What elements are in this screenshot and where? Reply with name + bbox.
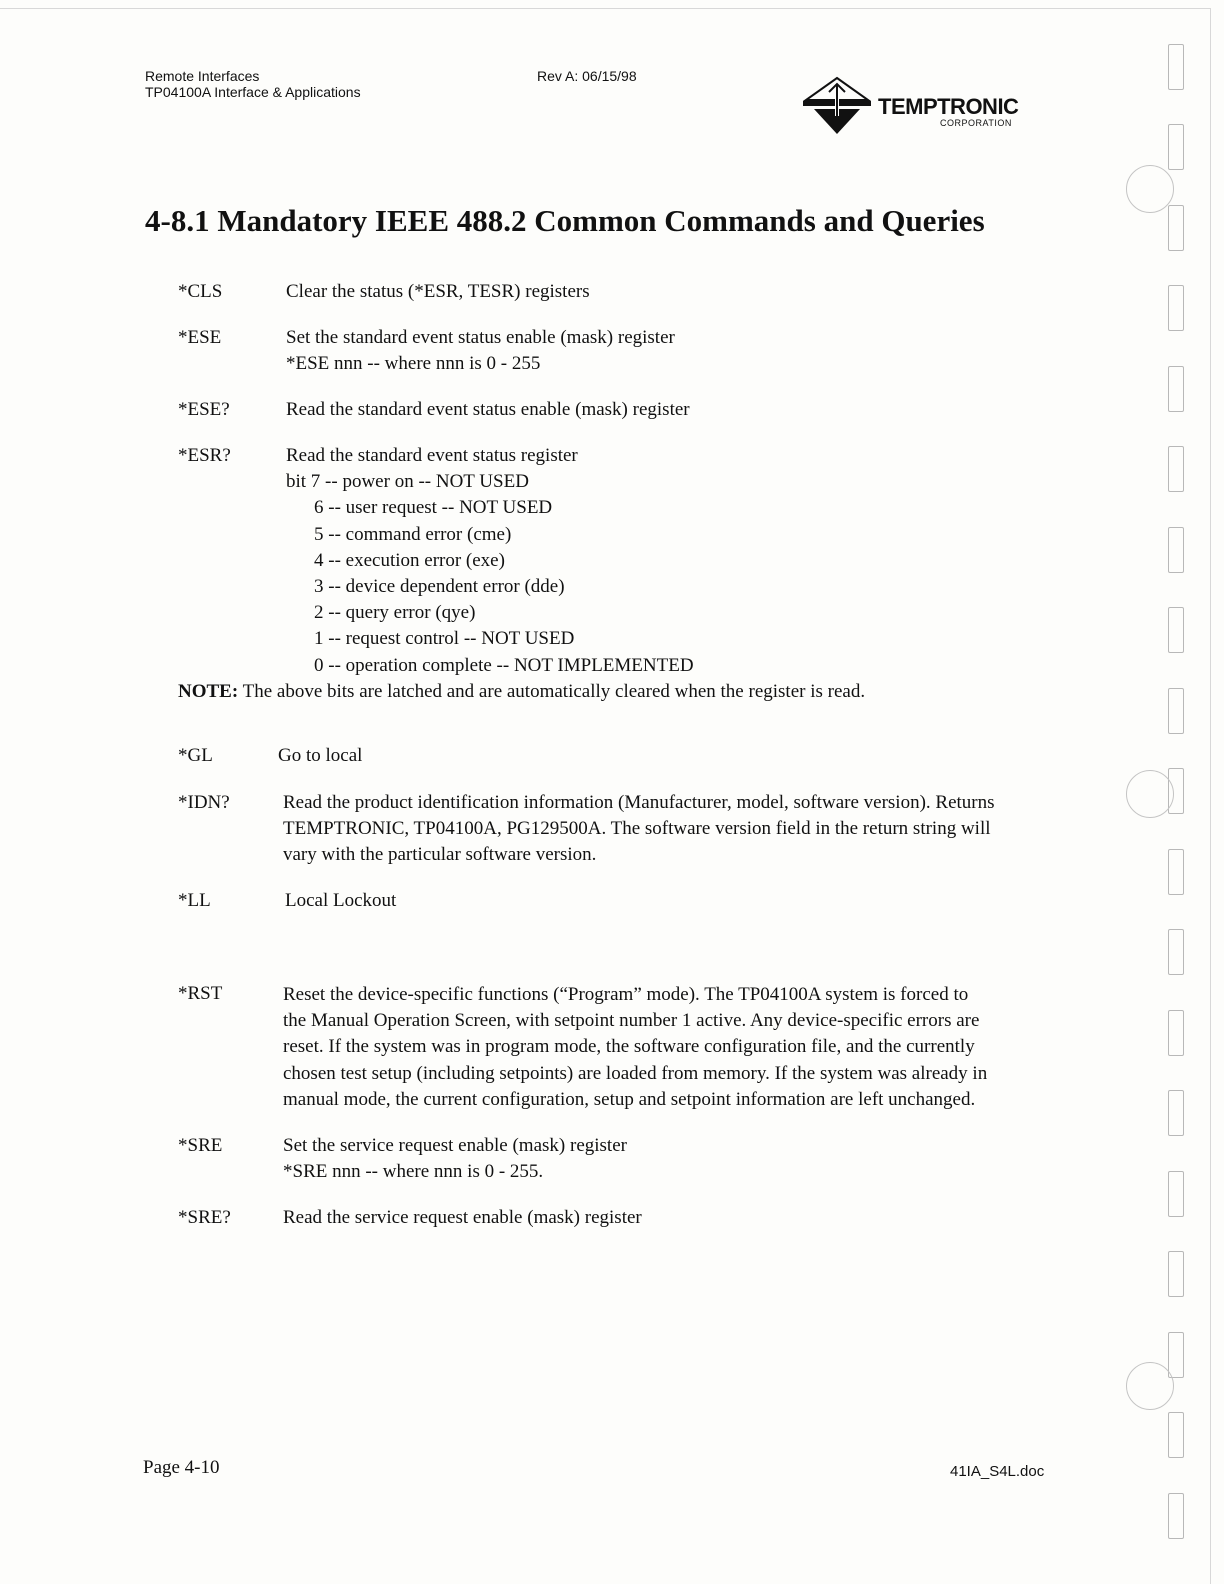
status-bit-1: 1 -- request control -- NOT USED (314, 628, 575, 650)
binder-hole (1168, 527, 1184, 573)
command-ll: *LL (178, 890, 211, 911)
binder-hole (1168, 285, 1184, 331)
page-edge-right (1210, 8, 1211, 1584)
temptronic-logo (802, 76, 1042, 138)
command-idn-query: *IDN? (178, 792, 230, 813)
header-left (145, 68, 361, 100)
status-bit-2: 2 -- query error (qye) (314, 602, 476, 624)
punch-ring (1126, 770, 1174, 818)
description-line: Clear the status (*ESR, TESR) registers (286, 281, 590, 302)
description-line: Read the standard event status register (286, 445, 578, 466)
header-document-name: TP04100A Interface & Applications (145, 84, 361, 100)
status-bit-6: 6 -- user request -- NOT USED (314, 497, 553, 519)
binder-hole (1168, 1332, 1184, 1378)
header-revision: Rev A: 06/15/98 (537, 68, 637, 84)
note (178, 679, 865, 705)
binder-hole (1168, 1171, 1184, 1217)
description-line: vary with the particular software version. (283, 844, 597, 866)
binder-hole (1168, 1493, 1184, 1539)
note-label: NOTE: (178, 681, 239, 702)
description-line: manual mode, the current configuration, setup and setpoint information are left unchanged. (283, 1088, 976, 1110)
command-rst-description (283, 982, 987, 1113)
command-ll-description (285, 888, 396, 914)
command-esr-query: *ESR? (178, 445, 231, 466)
section-title: 4-8.1 Mandatory IEEE 488.2 Common Commands and Queries (145, 203, 985, 238)
logo-subtitle: CORPORATION (940, 118, 1012, 128)
punch-ring (1126, 1362, 1174, 1410)
command-gl-description (278, 743, 362, 769)
binder-hole (1168, 1412, 1184, 1458)
status-bit-3: 3 -- device dependent error (dde) (314, 576, 565, 598)
binder-hole (1168, 849, 1184, 895)
binder-hole (1168, 1010, 1184, 1056)
binder-hole (1168, 1251, 1184, 1297)
binder-hole (1168, 205, 1184, 251)
command-ese: *ESE (178, 327, 222, 348)
file-name: 41IA_S4L.doc (950, 1463, 1045, 1480)
binder-hole (1168, 688, 1184, 734)
binder-hole (1168, 366, 1184, 412)
punch-ring (1126, 165, 1174, 213)
command-sre: *SRE (178, 1135, 223, 1156)
binder-hole (1168, 44, 1184, 90)
command-ese-description (286, 325, 675, 377)
command-gl: *GL (178, 745, 213, 766)
description-line: *SRE nnn -- where nnn is 0 - 255. (283, 1161, 544, 1183)
command-esr-query-description (286, 443, 694, 679)
binder-hole (1168, 929, 1184, 975)
command-cls: *CLS (178, 281, 223, 302)
command-sre-description (283, 1133, 627, 1185)
status-bit-0: 0 -- operation complete -- NOT IMPLEMENTED (314, 654, 694, 676)
binder-hole (1168, 607, 1184, 653)
description-line: Set the service request enable (mask) register (283, 1135, 627, 1156)
command-ese-query: *ESE? (178, 399, 230, 420)
binder-hole (1168, 1090, 1184, 1136)
description-line: Read the product identification information (Manufacturer, model, software version). Returns (283, 792, 995, 813)
command-rst: *RST (178, 983, 223, 1004)
description-line: the Manual Operation Screen, with setpoint number 1 active. Any device-specific errors are (283, 1010, 980, 1032)
description-line: Local Lockout (285, 890, 397, 911)
description-line: Reset the device-specific functions (“Program” mode). The TP04100A system is forced to (283, 984, 969, 1005)
description-line: chosen test setup (including setpoints) are loaded from memory. If the system was already in (283, 1062, 988, 1084)
command-ese-query-description (286, 397, 690, 423)
binder-hole (1168, 446, 1184, 492)
header-section-name: Remote Interfaces (145, 68, 260, 84)
description-line: reset. If the system was in program mode, the software configuration file, and the currently (283, 1036, 975, 1058)
description-line: Go to local (278, 745, 363, 766)
description-line: TEMPTRONIC, TP04100A, PG129500A. The software version field in the return string will (283, 818, 991, 840)
logo-wordmark: TEMPTRONIC (878, 94, 1019, 119)
page-edge-top (0, 8, 1210, 9)
page-number: Page 4-10 (143, 1457, 220, 1478)
command-sre-query-description (283, 1205, 642, 1231)
status-bit-5: 5 -- command error (cme) (314, 523, 512, 545)
description-line: *ESE nnn -- where nnn is 0 - 255 (286, 353, 541, 375)
note-text: The above bits are latched and are automatically cleared when the register is read. (238, 681, 866, 702)
command-cls-description (286, 279, 590, 305)
description-line: Set the standard event status enable (mask) register (286, 327, 675, 348)
binder-hole (1168, 124, 1184, 170)
temptronic-logo-icon (802, 76, 872, 136)
command-sre-query: *SRE? (178, 1207, 231, 1228)
status-bit-4: 4 -- execution error (exe) (314, 549, 505, 571)
command-idn-query-description (283, 790, 995, 869)
status-bit-7: bit 7 -- power on -- NOT USED (286, 471, 529, 493)
description-line: Read the standard event status enable (mask) register (286, 399, 690, 420)
description-line: Read the service request enable (mask) register (283, 1207, 642, 1228)
